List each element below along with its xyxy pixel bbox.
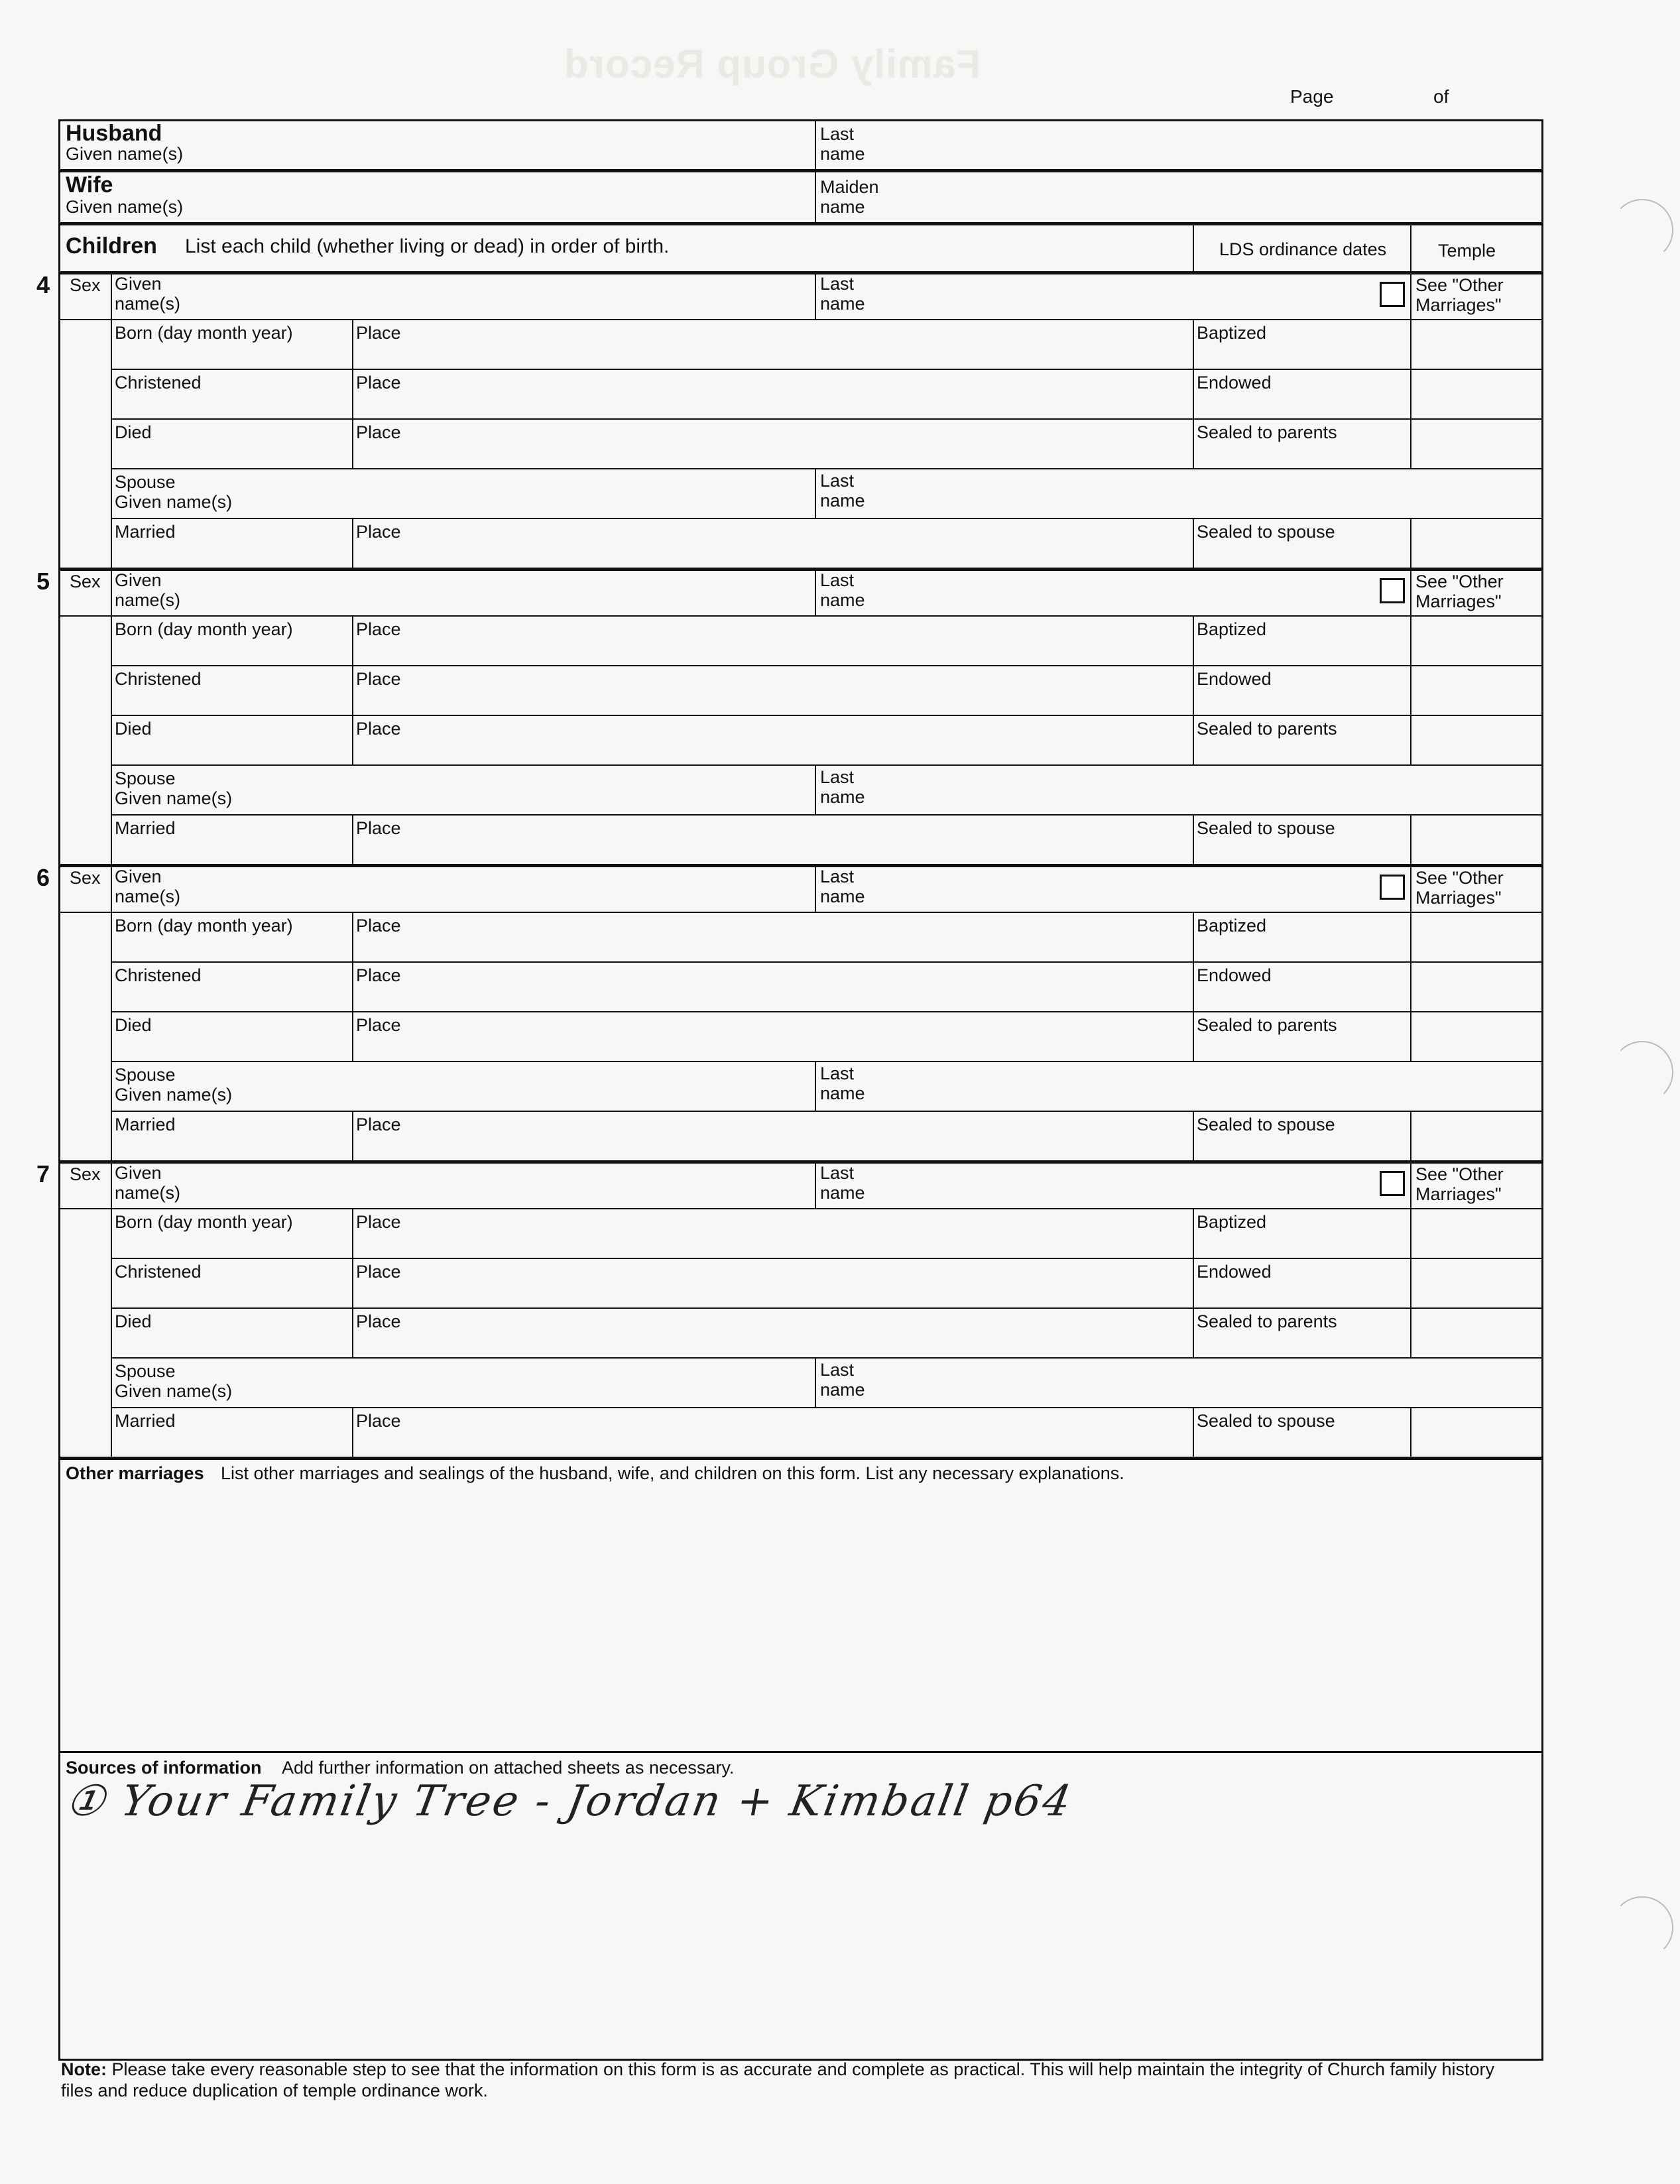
given-name-label: Given name(s) (115, 274, 181, 314)
child-number: 7 (36, 1160, 50, 1187)
child-number: 4 (36, 271, 50, 298)
baptized-label: Baptized (1197, 619, 1267, 639)
lds-dates-header: LDS ordinance dates (1219, 239, 1387, 259)
binder-hole (1611, 199, 1673, 261)
note (61, 2059, 1520, 2101)
died-label: Died (115, 1311, 152, 1331)
sex-label: Sex (70, 868, 101, 888)
place-label: Place (356, 1311, 401, 1331)
place-label: Place (356, 669, 401, 689)
child-block (36, 568, 1541, 864)
christened-label: Christened (115, 373, 202, 393)
sealed_spouse-label: Sealed to spouse (1197, 522, 1335, 542)
place-label: Place (356, 1015, 401, 1035)
christened-label: Christened (115, 965, 202, 985)
place-label: Place (356, 1212, 401, 1232)
place-label: Place (356, 1411, 401, 1431)
spouse-last-name-label: Last name (820, 767, 865, 807)
died-label: Died (115, 719, 152, 739)
place-label: Place (356, 1115, 401, 1134)
other-marriages-title: Other marriages (66, 1463, 204, 1483)
see-other-marriages-checkbox[interactable] (1380, 1171, 1405, 1196)
see-other-marriages-label: See "Other Marriages" (1415, 1164, 1504, 1204)
sealed_parents-label: Sealed to parents (1197, 1311, 1337, 1331)
place-label: Place (356, 373, 401, 393)
place-label: Place (356, 818, 401, 838)
place-label: Place (356, 1262, 401, 1282)
last-name-label: Last name (820, 570, 865, 610)
husband-last-label: Last name (820, 124, 865, 164)
children-title: Children (66, 233, 157, 259)
see-other-marriages-label: See "Other Marriages" (1415, 868, 1504, 908)
given-name-label: Given name(s) (115, 570, 181, 610)
spouse-label: Spouse Given name(s) (115, 768, 233, 808)
christened-label: Christened (115, 1262, 202, 1282)
baptized-label: Baptized (1197, 916, 1267, 936)
sealed_spouse-label: Sealed to spouse (1197, 1411, 1335, 1431)
spouse-last-name-label: Last name (820, 1360, 865, 1400)
bleed-through-title: Family Group Record (564, 42, 981, 86)
spouse-label: Spouse Given name(s) (115, 1065, 233, 1105)
died-label: Died (115, 1015, 152, 1035)
sources-title: Sources of information (66, 1758, 262, 1778)
wife-given-label: Given name(s) (66, 197, 184, 217)
child-block (36, 864, 1541, 1160)
temple-header: Temple (1438, 241, 1496, 261)
page-label: Page (1290, 86, 1334, 107)
married-label: Married (115, 818, 176, 838)
married-label: Married (115, 1411, 176, 1431)
other-marriages-instruction: List other marriages and sealings of the husband, wife, and children on this form. List any necessary explanations. (221, 1463, 1124, 1483)
born-label: Born (day month year) (115, 1212, 293, 1232)
sex-label: Sex (70, 1164, 101, 1184)
sealed_spouse-label: Sealed to spouse (1197, 1115, 1335, 1134)
spouse-last-name-label: Last name (820, 1063, 865, 1103)
binder-hole (1611, 1041, 1673, 1103)
sealed_parents-label: Sealed to parents (1197, 719, 1337, 739)
born-label: Born (day month year) (115, 323, 293, 343)
place-label: Place (356, 719, 401, 739)
married-label: Married (115, 522, 176, 542)
place-label: Place (356, 965, 401, 985)
place-label: Place (356, 422, 401, 442)
child-number: 5 (36, 568, 50, 595)
sealed_spouse-label: Sealed to spouse (1197, 818, 1335, 838)
last-name-label: Last name (820, 1163, 865, 1203)
child-number: 6 (36, 864, 50, 891)
place-label: Place (356, 323, 401, 343)
see-other-marriages-label: See "Other Marriages" (1415, 275, 1504, 315)
christened-label: Christened (115, 669, 202, 689)
child-block (36, 271, 1541, 568)
binder-hole (1611, 1896, 1673, 1959)
see-other-marriages-checkbox[interactable] (1380, 282, 1405, 307)
note-text: Please take every reasonable step to see that the information on this form is as accurate and complete as practical. This will help maintain the integrity of Church family history files and reduce duplication of temple ordinance work. (61, 2059, 1495, 2100)
baptized-label: Baptized (1197, 323, 1267, 343)
endowed-label: Endowed (1197, 1262, 1272, 1282)
sources-instruction: Add further information on attached sheets as necessary. (282, 1758, 735, 1778)
endowed-label: Endowed (1197, 965, 1272, 985)
last-name-label: Last name (820, 867, 865, 906)
spouse-last-name-label: Last name (820, 471, 865, 511)
sex-label: Sex (70, 572, 101, 591)
spouse-label: Spouse Given name(s) (115, 1361, 233, 1401)
husband-given-label: Given name(s) (66, 144, 184, 164)
born-label: Born (day month year) (115, 619, 293, 639)
wife-maiden-label: Maiden name (820, 177, 879, 217)
sealed_parents-label: Sealed to parents (1197, 1015, 1337, 1035)
children-instruction: List each child (whether living or dead) in order of birth. (185, 235, 670, 257)
child-block (36, 1160, 1541, 1457)
wife-title: Wife (66, 172, 113, 198)
see-other-marriages-label: See "Other Marriages" (1415, 572, 1504, 611)
baptized-label: Baptized (1197, 1212, 1267, 1232)
endowed-label: Endowed (1197, 373, 1272, 393)
family-group-record-form (36, 119, 1543, 2061)
husband-title: Husband (66, 121, 162, 146)
given-name-label: Given name(s) (115, 867, 181, 906)
sex-label: Sex (70, 275, 101, 295)
see-other-marriages-checkbox[interactable] (1380, 578, 1405, 603)
spouse-label: Spouse Given name(s) (115, 472, 233, 512)
given-name-label: Given name(s) (115, 1163, 181, 1203)
of-label: of (1433, 86, 1449, 107)
place-label: Place (356, 916, 401, 936)
handwritten-source-entry: ① Your Family Tree - Jordan + Kimball p64 (62, 1777, 1077, 1826)
note-label: Note: (61, 2059, 107, 2079)
died-label: Died (115, 422, 152, 442)
place-label: Place (356, 522, 401, 542)
place-label: Place (356, 619, 401, 639)
married-label: Married (115, 1115, 176, 1134)
sealed_parents-label: Sealed to parents (1197, 422, 1337, 442)
last-name-label: Last name (820, 274, 865, 314)
born-label: Born (day month year) (115, 916, 293, 936)
endowed-label: Endowed (1197, 669, 1272, 689)
see-other-marriages-checkbox[interactable] (1380, 875, 1405, 900)
